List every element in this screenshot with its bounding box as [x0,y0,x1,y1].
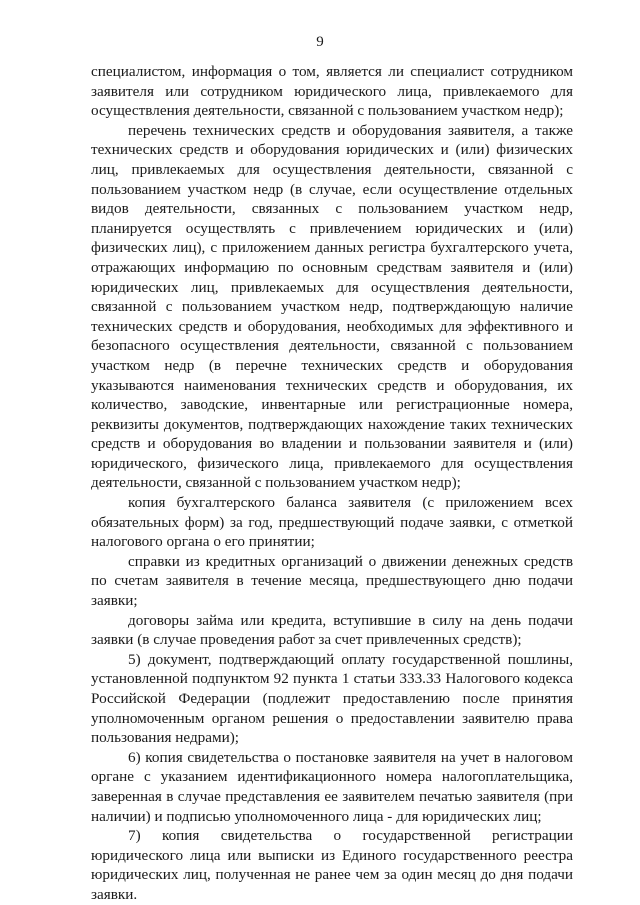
paragraph-item-5-state-duty: 5) документ, подтверждающий оплату государственной пошлины, установленной подпунктом 92 пункта 1 статьи 333.33 Налогового кодекса Российской Федерации (подлежит предоставлению после принятия уполномоченным органом решения о предоставлении заявителю права пользования недрами); [91,650,573,747]
paragraph-balance-sheet: копия бухгалтерского баланса заявителя (с приложением всех обязательных форм) за год, предшествующий подаче заявки, с отметкой налогового органа о его принятии; [91,494,573,551]
page-number: 9 [316,34,324,50]
paragraph-specialist-info: специалистом, информация о том, является ли специалист сотрудником заявителя или сотрудником юридического лица, привлекаемого для осуществления деятельности, связанной с пользованием участком недр); [91,63,573,120]
paragraph-item-7-state-registration: 7) копия свидетельства о государственной регистрации юридического лица или выписки из Единого государственного реестра юридических лиц, полученная не ранее чем за один месяц до дня подачи заявки. [91,827,573,903]
paragraph-loan-agreements: договоры займа или кредита, вступившие в силу на день подачи заявки (в случае проведения работ за счет привлеченных средств); [91,611,573,649]
paragraph-bank-statements: справки из кредитных организаций о движении денежных средств по счетам заявителя в течение месяца, предшествующего дню подачи заявки; [91,552,573,610]
paragraph-item-6-tax-registration: 6) копия свидетельства о постановке заявителя на учет в налоговом органе с указанием идентификационного номера налогоплательщика, заверенная в случае представления ее заявителем печатью заявителя (при наличии) и подписью уполномоченного лица - для юридических лиц; [91,748,573,825]
document-body [91,62,573,905]
paragraph-equipment-list: перечень технических средств и оборудования заявителя, а также технических средств и оборудования юридических и (или) физических лиц, привлекаемых для осуществления деятельности, связанной с пользованием участком недр (в случае, если осуществление отдельных видов деятельности, связанных с пользованием участком недр, планируется осуществлять с привлечением юридических и (или) физических лиц), с приложением данных регистра бухгалтерского учета, отражающих информацию по основным средствам заявителя и (или) юридических лиц, привлекаемых для осуществления деятельности, связанной с пользованием участком недр, подтверждающую наличие технических средств и оборудования, необходимых для эффективного и безопасного осуществления деятельности, связанной с пользованием участком недр (в перечне технических средств и оборудования указываются наименования технических средств и оборудования, их количество, заводские, инвентарные или регистрационные номера, реквизиты документов, подтверждающих нахождение таких технических средств и оборудования во владении и пользовании заявителя и (или) юридического, физического лица, привлекаемого для осуществления деятельности, связанной с пользованием участком недр); [91,121,573,492]
